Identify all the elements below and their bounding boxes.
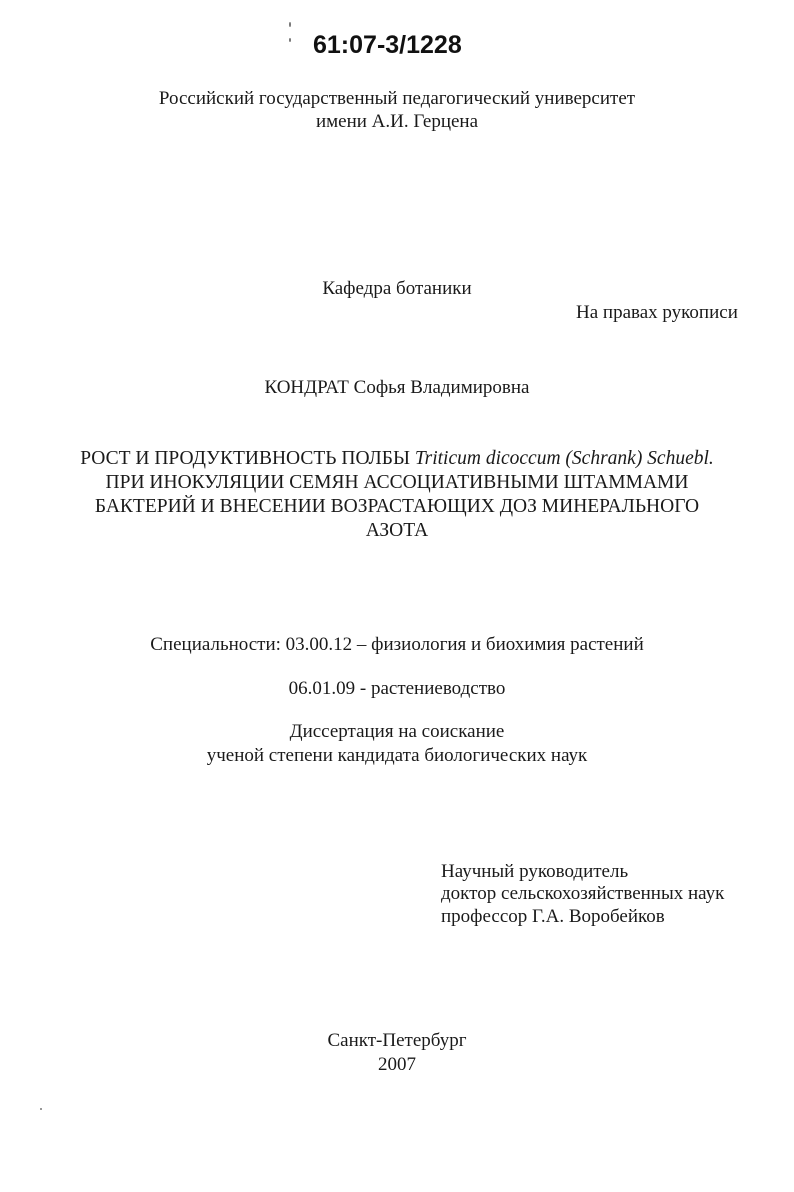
university-name-line2: имени А.И. Герцена <box>315 111 479 132</box>
dissertation-title <box>0 447 794 543</box>
specialty-line1: Специальности: 03.00.12 – физиология и биохимия растений <box>150 634 644 655</box>
university-name-line1: Российский государственный педагогический университет <box>158 88 636 109</box>
year: 2007 <box>378 1054 416 1075</box>
degree-line2: ученой степени кандидата биологических наук <box>206 745 588 766</box>
supervisor-name: профессор Г.А. Воробейков <box>441 906 665 927</box>
title-line1 <box>0 447 794 471</box>
title-line2: ПРИ ИНОКУЛЯЦИИ СЕМЯН АССОЦИАТИВНЫМИ ШТАММАМИ <box>105 472 689 493</box>
title-line4: АЗОТА <box>365 520 429 541</box>
scan-speck <box>289 38 291 42</box>
department-name: Кафедра ботаники <box>322 278 472 299</box>
supervisor-degree: доктор сельскохозяйственных наук <box>441 883 725 904</box>
title-latin-species: Triticum dicoccum (Schrank) Schuebl. <box>414 448 714 469</box>
scan-speck <box>289 22 291 27</box>
title-line3: БАКТЕРИЙ И ВНЕСЕНИИ ВОЗРАСТАЮЩИХ ДОЗ МИНЕРАЛЬНОГО <box>94 496 700 517</box>
catalog-number: 61:07-3/1228 <box>313 31 462 59</box>
author-name: КОНДРАТ Софья Владимировна <box>264 377 530 398</box>
title-line1-prefix: РОСТ И ПРОДУКТИВНОСТЬ ПОЛБЫ <box>80 448 410 469</box>
supervisor-role: Научный руководитель <box>441 861 629 882</box>
degree-line1: Диссертация на соискание <box>289 721 505 742</box>
scan-speck <box>40 1108 42 1110</box>
specialty-line2: 06.01.09 - растениеводство <box>288 678 506 699</box>
city-name: Санкт-Петербург <box>327 1030 467 1051</box>
manuscript-rights-note: На правах рукописи <box>576 302 738 323</box>
